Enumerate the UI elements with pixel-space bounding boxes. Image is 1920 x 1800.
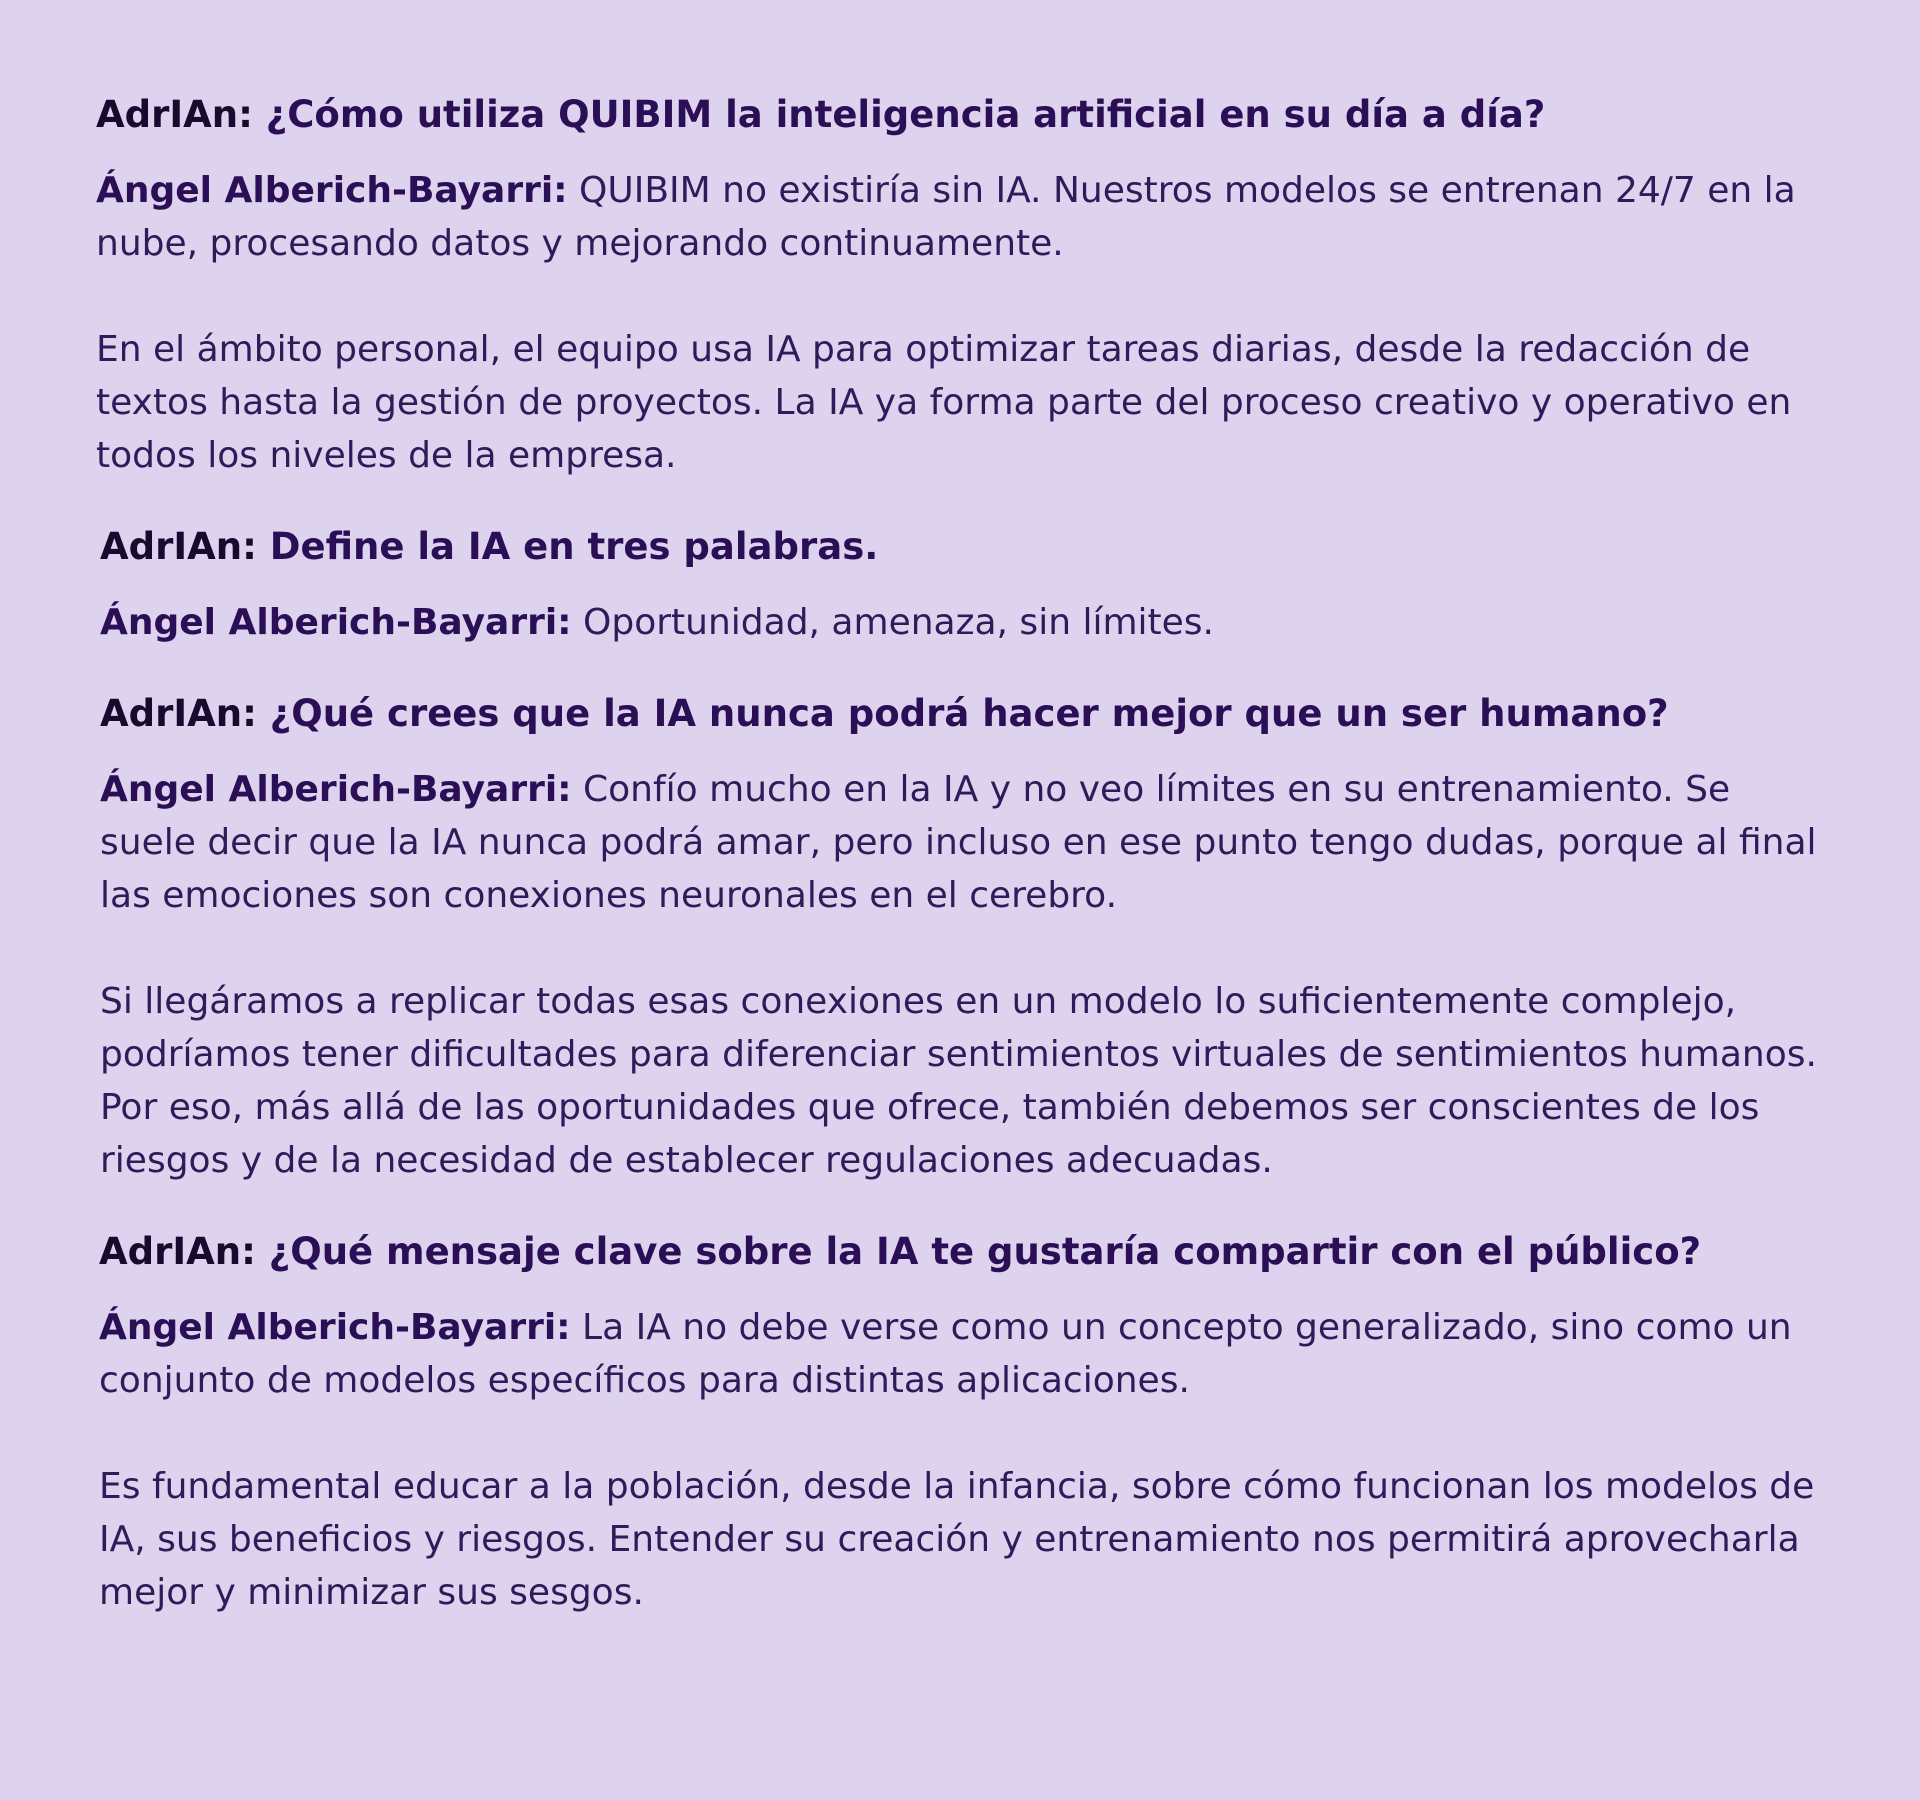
answer-text: QUIBIM no existiría sin IA. Nuestros modelos se entrenan 24/7 en la nube, procesando datos y mejorando continuamente. bbox=[96, 170, 1796, 264]
interviewer-name: AdrIAn: bbox=[100, 692, 257, 735]
answer-paragraph bbox=[99, 1301, 1824, 1407]
qa-block-3 bbox=[100, 691, 1824, 1187]
question-text: ¿Cómo utiliza QUIBIM la inteligencia artificial en su día a día? bbox=[252, 93, 1546, 136]
answer-text: Oportunidad, amenaza, sin límites. bbox=[571, 602, 1214, 643]
answer-text: La IA no debe verse como un concepto generalizado, sino como un conjunto de modelos específicos para distintas aplicaciones. bbox=[99, 1307, 1792, 1401]
answer-paragraph-continued: En el ámbito personal, el equipo usa IA para optimizar tareas diarias, desde la redacción de textos hasta la gestión de proyectos. La IA ya forma parte del proceso creativo y operativo en todos los niveles de la empresa. bbox=[96, 329, 1792, 476]
answer-text: Confío mucho en la IA y no veo límites en su entrenamiento. Se suele decir que la IA nunca podrá amar, pero incluso en ese punto tengo dudas, porque al final las emociones son conexiones neuronales en el cerebro. bbox=[100, 769, 1817, 916]
question-text: ¿Qué crees que la IA nunca podrá hacer mejor que un ser humano? bbox=[256, 692, 1669, 735]
question-text: ¿Qué mensaje clave sobre la IA te gustaría compartir con el público? bbox=[255, 1230, 1702, 1273]
speaker-name: Ángel Alberich-Bayarri: bbox=[100, 602, 572, 643]
qa-block-1 bbox=[96, 92, 1824, 482]
speaker-name: Ángel Alberich-Bayarri: bbox=[100, 769, 572, 810]
speaker-name: Ángel Alberich-Bayarri: bbox=[99, 1307, 571, 1348]
interviewer-name: AdrIAn: bbox=[96, 93, 253, 136]
question-heading bbox=[99, 1229, 1824, 1275]
answer-paragraph bbox=[96, 164, 1824, 270]
interviewer-name: AdrIAn: bbox=[100, 525, 257, 568]
answer-paragraph-continued: Si llegáramos a replicar todas esas conexiones en un modelo lo suficientemente complejo, podríamos tener dificultades para diferenciar sentimientos virtuales de sentimientos humanos. Por eso, más allá de las oportunidades que ofrece, también debemos ser conscientes de los riesgos y de la necesidad de establecer regulaciones adecuadas. bbox=[100, 981, 1817, 1181]
answer-group bbox=[99, 1301, 1824, 1619]
question-heading bbox=[100, 524, 1824, 570]
answer-paragraph bbox=[100, 596, 1824, 649]
qa-block-2 bbox=[100, 524, 1824, 649]
answer-paragraph-continued: Es fundamental educar a la población, desde la infancia, sobre cómo funcionan los modelos de IA, sus beneficios y riesgos. Entender su creación y entrenamiento nos permitirá aprovecharla mejor y minimizar sus sesgos. bbox=[99, 1466, 1815, 1613]
answer-group bbox=[100, 596, 1824, 649]
interviewer-name: AdrIAn: bbox=[99, 1230, 256, 1273]
question-text: Define la IA en tres palabras. bbox=[256, 525, 879, 568]
question-heading bbox=[96, 92, 1824, 138]
answer-group bbox=[96, 164, 1824, 482]
qa-block-4 bbox=[99, 1229, 1824, 1619]
question-heading bbox=[100, 691, 1824, 737]
answer-paragraph bbox=[100, 763, 1824, 922]
answer-group bbox=[100, 763, 1824, 1187]
speaker-name: Ángel Alberich-Bayarri: bbox=[96, 170, 568, 211]
